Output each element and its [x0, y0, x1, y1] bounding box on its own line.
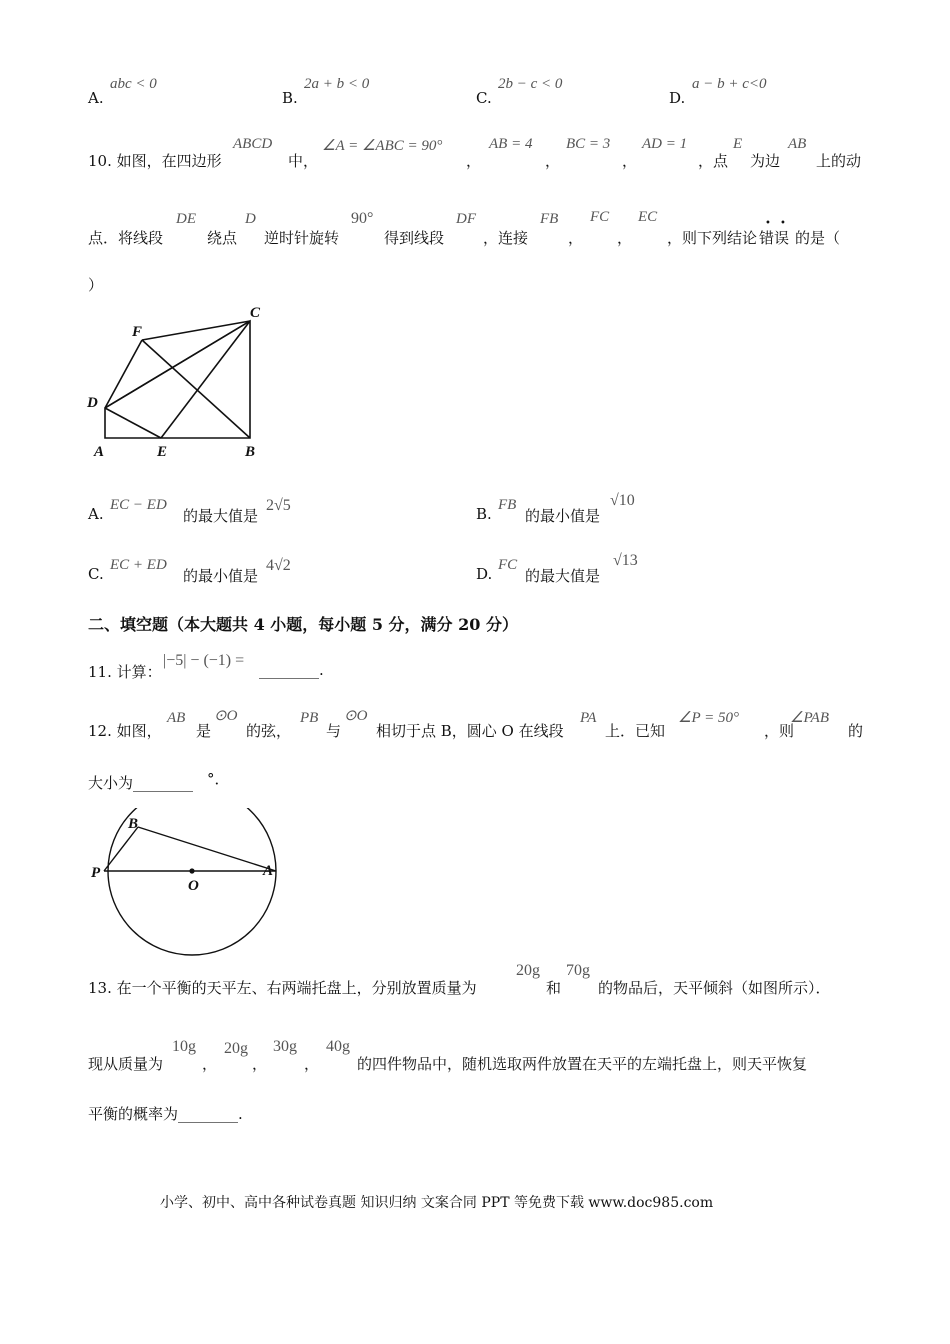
q9-option-d-label: D. [669, 89, 686, 107]
q10-option-a-expr: EC − ED [110, 497, 167, 513]
q9-option-a-label: A. [88, 89, 104, 107]
q10-df: DF [456, 211, 476, 227]
q13-mass-70: 70g [566, 962, 590, 979]
q13-line1a: 13. 在一个平衡的天平左、右两端托盘上，分别放置质量为 [88, 979, 477, 997]
q13-mass-20: 20g [516, 962, 540, 979]
q9-option-c-expr: 2b − c < 0 [498, 76, 563, 92]
q10-e: E [733, 136, 743, 152]
q10-d: D [245, 211, 256, 227]
q10-comma3: ， [622, 152, 638, 170]
q12-pa: PA [580, 710, 597, 726]
q13-line2a: 现从质量为 [88, 1055, 164, 1073]
q12-angle-p: ∠P = 50° [678, 710, 739, 726]
label-p: P [91, 865, 101, 881]
q10-lianjie: ，连接 [483, 229, 529, 247]
q11-number: 11. 计算： [88, 663, 162, 681]
q10-option-c-label: C. [88, 565, 104, 583]
q9-option-b-label: B. [282, 89, 298, 107]
q9-option-c-label: C. [476, 89, 492, 107]
q13-weight-40: 40g [326, 1038, 350, 1055]
segment-ba [138, 827, 276, 871]
q10-option-c-text: 的最小值是 [183, 567, 259, 585]
q10-fc: FC [590, 209, 610, 225]
q13-weight-10: 10g [172, 1038, 196, 1055]
q10-ab2: AB [788, 136, 807, 152]
q10-option-b-value: √10 [610, 492, 635, 509]
segment-fb [142, 340, 250, 438]
q13-weight-20: 20g [224, 1040, 248, 1057]
q10-zhong: 中， [288, 152, 319, 170]
footer-text: 小学、初中、高中各种试卷真题 知识归纳 文案合同 PPT 等免费下载 www.doc985.com [160, 1195, 714, 1211]
q10-option-a-label: A. [88, 505, 104, 523]
q10-option-c-value: 4√2 [266, 557, 291, 574]
q10-quad: ABCD [233, 136, 273, 152]
q12-figure [88, 808, 288, 958]
label-a: A [94, 444, 105, 460]
q10-cuowu: 错误 [759, 229, 790, 247]
q12-xiangqie: 相切于点 B，圆心 O 在线段 [376, 722, 564, 740]
label-a: A [263, 863, 274, 879]
q10-de: DE [176, 211, 196, 227]
q10-option-d-label: D. [476, 565, 493, 583]
q10-dian: ，点 [698, 152, 729, 170]
q10-ab: AB = 4 [489, 136, 533, 152]
q10-bc: BC = 3 [566, 136, 611, 152]
q13-weight-30: 30g [273, 1038, 297, 1055]
label-b: B [245, 444, 256, 460]
q11-blank: ________. [259, 661, 324, 679]
q10-weibian: 为边 [750, 152, 781, 170]
q12-de: 的 [848, 722, 864, 740]
label-f: F [132, 324, 143, 340]
q10-option-d-text: 的最大值是 [525, 567, 601, 585]
q12-dexian: 的弦， [246, 722, 292, 740]
label-b: B [128, 816, 139, 832]
q12-yu: 与 [326, 722, 342, 740]
q12-circle2: ⊙O [344, 708, 368, 724]
q10-c2: ， [617, 229, 633, 247]
q10-raodian: 绕点 [207, 229, 238, 247]
q13-line3: 平衡的概率为________. [88, 1105, 243, 1123]
q11-expression: |−5| − (−1) = [163, 652, 245, 669]
q10-option-b-expr: FB [498, 497, 517, 513]
q10-comma2: ， [545, 152, 561, 170]
label-e: E [157, 444, 168, 460]
segment-ec [161, 321, 250, 438]
q12-ab: AB [167, 710, 186, 726]
q13-line2b: 的四件物品中，随机选取两件放置在天平的左端托盘上，则天平恢复 [357, 1055, 808, 1073]
q10-deg90: 90° [351, 210, 374, 227]
label-d: D [87, 395, 98, 411]
q10-option-b-label: B. [476, 505, 492, 523]
q9-option-a-expr: abc < 0 [110, 76, 157, 92]
segment-de [105, 408, 161, 438]
center-dot [189, 868, 194, 873]
q12-shang: 上．已知 [605, 722, 666, 740]
q10-comma1: ， [466, 152, 482, 170]
section-title: 二、填空题（本大题共 4 小题，每小题 5 分，满分 20 分） [88, 615, 518, 634]
q13-line1b: 的物品后，天平倾斜（如图所示）． [598, 979, 831, 997]
q13-he: 和 [546, 979, 562, 997]
q10-close: ） [88, 276, 104, 294]
q9-option-d-expr: a − b + c<0 [692, 76, 767, 92]
label-o: O [188, 878, 199, 894]
q10-option-c-expr: EC + ED [110, 557, 167, 573]
q10-c1: ， [568, 229, 584, 247]
q10-option-d-value: √13 [613, 552, 638, 569]
q13-sep3: ， [304, 1055, 320, 1073]
q10-shangde: 上的动 [816, 152, 862, 170]
q10-option-a-value: 2√5 [266, 497, 291, 514]
q10-figure [82, 298, 272, 466]
q12-circle1: ⊙O [214, 708, 238, 724]
emphasis-dot: • [780, 218, 786, 229]
q12-shi: 是 [196, 722, 212, 740]
q12-line2: 大小为________ [88, 774, 194, 792]
q10-option-d-expr: FC [498, 557, 518, 573]
q10-option-a-text: 的最大值是 [183, 507, 259, 525]
q12-angle-pab: ∠PAB [790, 710, 830, 726]
q13-sep1: ， [202, 1055, 218, 1073]
q12-number: 12. 如图， [88, 722, 162, 740]
segment-pb [104, 827, 138, 871]
q10-dedao: 得到线段 [384, 229, 445, 247]
q12-degree: °． [207, 770, 230, 788]
q12-pb: PB [300, 710, 319, 726]
q10-deshi: 的是（ [795, 229, 841, 247]
q10-ad: AD = 1 [642, 136, 688, 152]
emphasis-dot: • [765, 218, 771, 229]
q10-angle: ∠A = ∠ABC = 90° [322, 138, 443, 154]
q12-ze: ，则 [764, 722, 795, 740]
q10-ec: EC [638, 209, 658, 225]
q10-nishi: 逆时针旋转 [264, 229, 340, 247]
q9-option-b-expr: 2a + b < 0 [304, 76, 370, 92]
label-c: C [250, 305, 261, 321]
q10-dian2: 点．将线段 [88, 229, 164, 247]
q13-sep2: ， [252, 1055, 268, 1073]
q10-zexia: ，则下列结论 [667, 229, 758, 247]
q10-fb: FB [540, 211, 559, 227]
q10-option-b-text: 的最小值是 [525, 507, 601, 525]
q10-number: 10. 如图，在四边形 [88, 152, 222, 170]
